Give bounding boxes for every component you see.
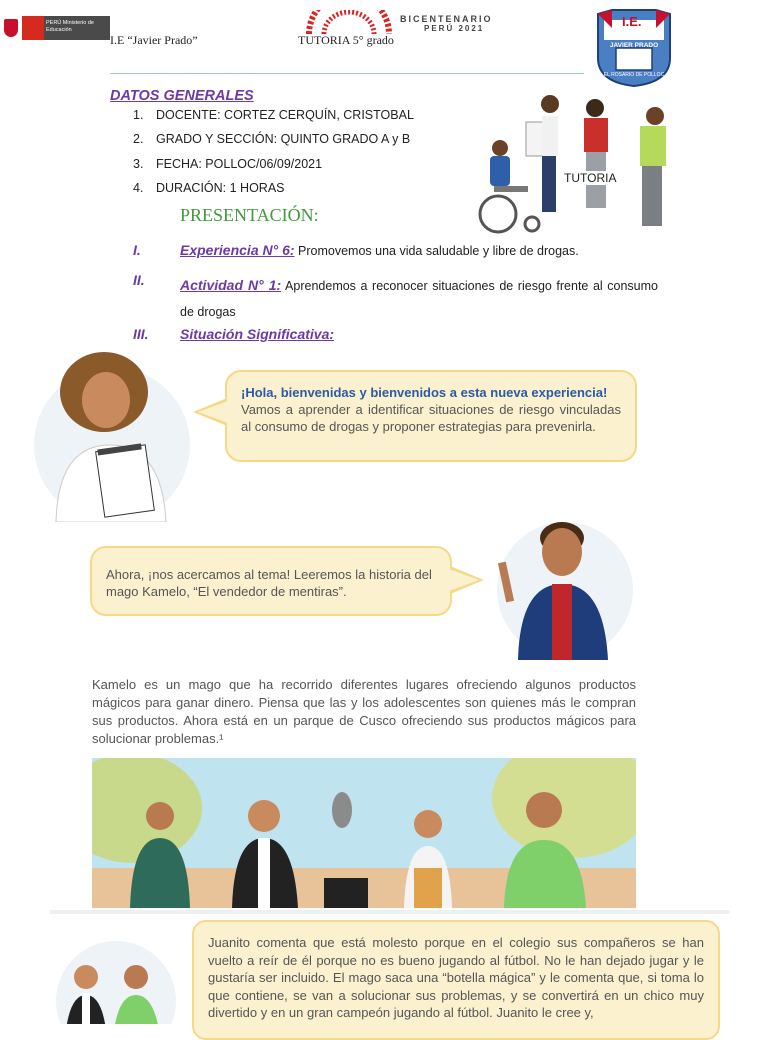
magician-park-scene-image [92,758,636,908]
crest-text-mid: JAVIER PRADO [609,42,659,49]
park-scene-illustration [92,758,636,908]
school-crest [592,8,676,88]
bicentenario-logo [304,10,524,38]
peru-shield-icon [4,19,18,37]
boy-character [490,512,640,660]
section-heading: Situación Significativa: [180,326,335,342]
section-actividad [180,272,658,325]
section-heading: Experiencia N° 6: [180,242,295,258]
section-experiencia [180,242,660,260]
section-text: Aprendemos a reconocer situaciones de riesgo frente al consumo de drogas [180,279,658,319]
datos-item-num: 3. [133,157,144,171]
magician-and-boy-character [50,935,180,1024]
page-divider [50,910,730,914]
datos-title: DATOS GENERALES [110,88,254,104]
datos-item-text: GRADO Y SECCIÓN: QUINTO GRADO A y B [156,132,411,146]
section-roman: III. [133,326,149,342]
header-rule [110,73,584,74]
presentacion-title: PRESENTACIÓN: [180,205,319,225]
bubble-welcome-heading: ¡Hola, bienvenidas y bienvenidos a esta nueva experiencia! [241,385,608,400]
tutoria-grade: TUTORIA 5° grado [298,33,394,47]
crest-text-bottom: EL ROSARIO DE POLLOC [603,72,665,78]
section-heading: Actividad N° 1: [180,277,282,293]
story-paragraph: Kamelo es un mago que ha recorrido diferentes lugares ofreciendo algunos productos mágicos para ganar dinero. Piensa que las y los adolescentes son quienes más le compran sus productos. Ahora está en un parque de Cusco ofreciendo sus productos mágicos para solucionar problemas.¹ [92,677,636,746]
school-name: I.E “Javier Prado” [110,33,198,47]
datos-item-text: DURACIÓN: 1 HORAS [156,181,285,195]
tutoria-illustration [470,90,685,240]
boy-pointing-up-image [490,512,640,660]
datos-item-num: 2. [133,132,144,146]
tutoria-label: TUTORIA [564,171,617,185]
group-of-students-image [470,90,685,240]
ministry-logo-text: PERÚ Ministerio de Educación [46,20,94,33]
bicentenario-sun-icon [304,10,394,36]
datos-item-num: 4. [133,181,144,195]
teacher-character [32,350,197,522]
speech-bubble-juanito [192,920,720,1040]
datos-item-text: DOCENTE: CORTEZ CERQUÍN, CRISTOBAL [156,108,414,122]
magician-and-juanito-image [50,935,180,1024]
datos-item-num: 1. [133,108,144,122]
teacher-with-notepad-image [32,350,197,522]
bubble-welcome-text: Vamos a aprender a identificar situaciones de riesgo vinculadas al consumo de drogas y proponer estrategias para prevenirla. [241,402,621,434]
datos-item-text: FECHA: POLLOC/06/09/2021 [156,157,323,171]
bubble-story-tail-fill [449,569,479,591]
section-text: Promovemos una vida saludable y libre de drogas. [294,244,579,258]
speech-bubble-welcome [225,370,637,462]
bubble-story-text: Ahora, ¡nos acercamos al tema! Leeremos la historia del mago Kamelo, “El vendedor de mentiras”. [106,567,432,599]
bicentenario-line2: PERÚ 2021 [424,24,485,33]
bubble-welcome-tail-fill [198,401,228,423]
bubble-juanito-text: Juanito comenta que está molesto porque en el colegio sus compañeros se han vuelto a reír de él porque no es bueno jugando al fútbol. No le han dejado jugar y le gustaría ser incluido. El mago saca una “botella mágica” y le comenta que, si toma lo que contiene, se van a solucionar sus problemas, y se convertirá en un chico muy divertido y en un gran campeón jugando al fútbol. Juanito le cree y, [208,935,704,1020]
speech-bubble-story [90,546,452,616]
section-roman: II. [133,272,145,288]
crest-text-top: I.E. [622,14,642,29]
section-roman: I. [133,242,141,258]
section-situacion [180,326,334,344]
ministry-logo [0,16,110,40]
bicentenario-line1: BICENTENARIO [400,14,493,24]
